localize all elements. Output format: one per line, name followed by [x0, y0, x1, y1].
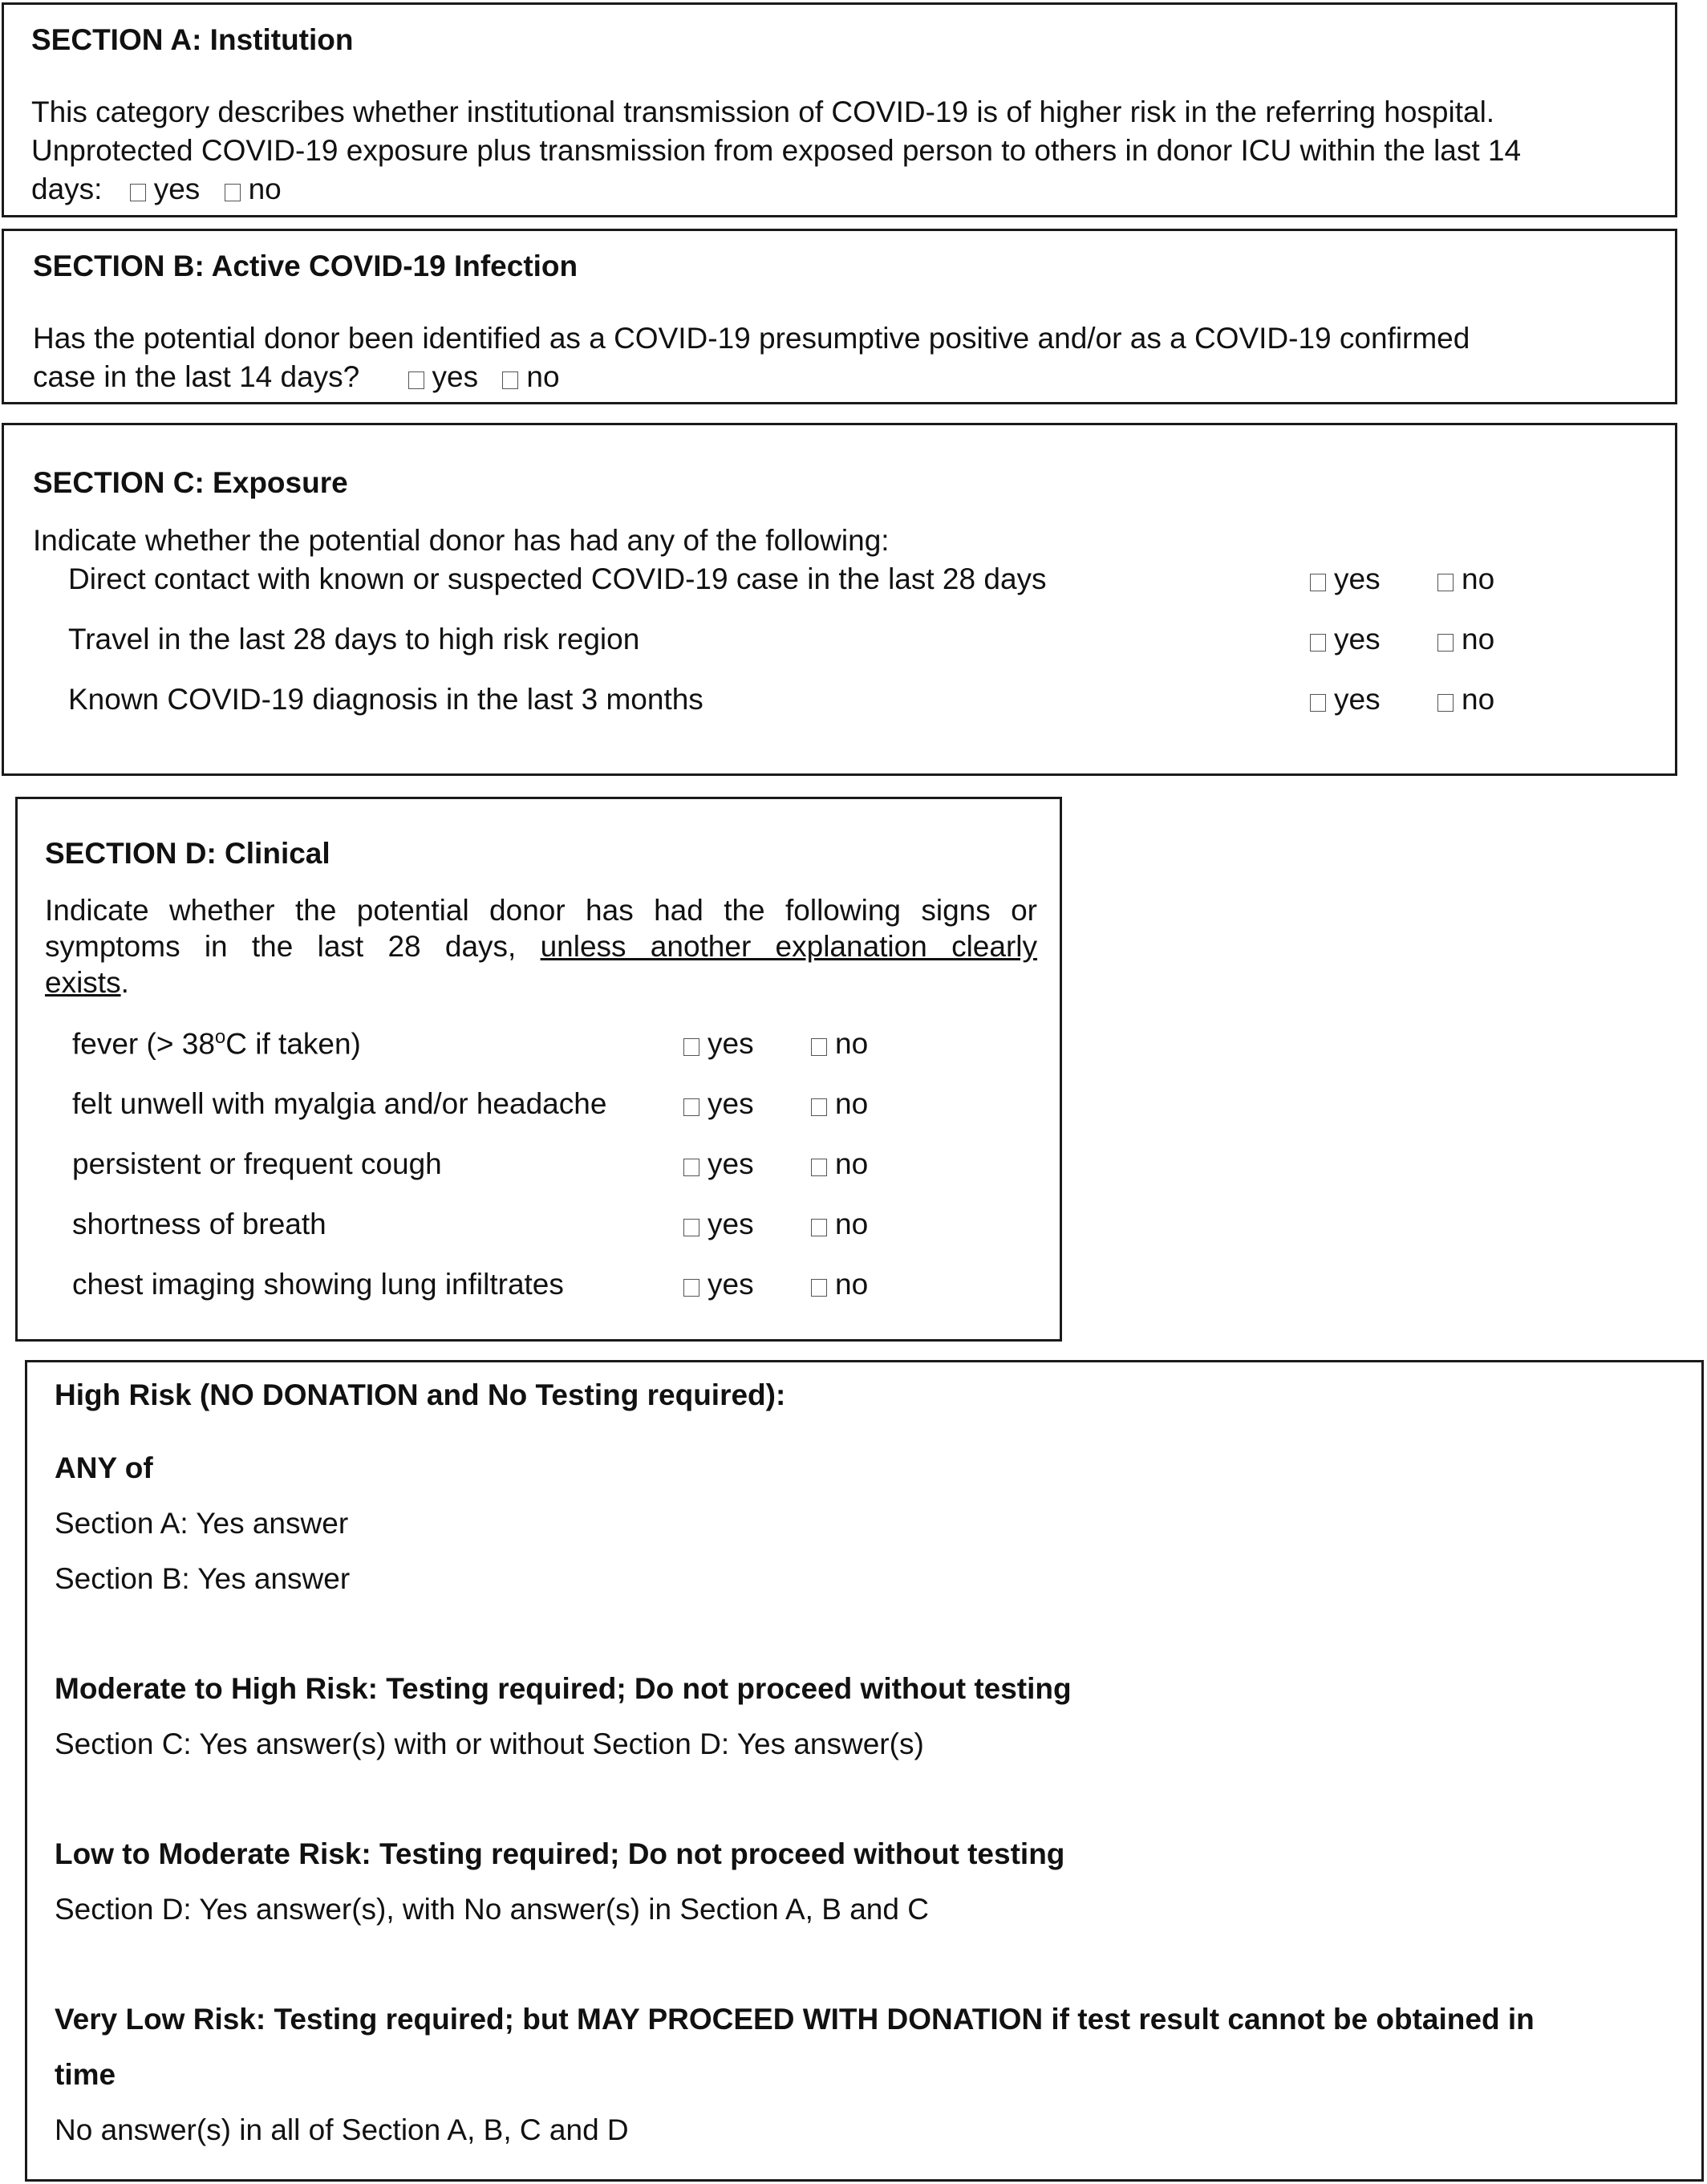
checkbox-icon[interactable] — [1310, 634, 1326, 652]
yes-label: yes — [708, 1208, 754, 1240]
section-d-fever-yes-option[interactable] — [683, 1025, 754, 1063]
section-d-item-no-option[interactable] — [811, 1265, 868, 1304]
degree-superscript: o — [214, 1026, 226, 1048]
section-d-item-label: persistent or frequent cough — [72, 1147, 442, 1180]
moderate-high-risk-title: Moderate to High Risk: Testing required; Do not proceed without testing — [55, 1672, 1072, 1705]
yes-label: yes — [708, 1027, 754, 1060]
checkbox-icon[interactable] — [502, 371, 518, 389]
section-d-intro-text: symptoms in the last 28 days, — [45, 930, 517, 963]
checkbox-icon[interactable] — [811, 1038, 827, 1056]
section-c-item-label: Direct contact with known or suspected COVID-19 case in the last 28 days — [68, 562, 1047, 595]
checkbox-icon[interactable] — [225, 184, 241, 201]
moderate-high-risk-text: Section C: Yes answer(s) with or without Section D: Yes answer(s) — [55, 1727, 924, 1760]
section-d-item-yes-option[interactable] — [683, 1265, 754, 1304]
section-d-box — [15, 797, 1062, 1342]
section-b-no-option[interactable] — [502, 358, 559, 396]
section-d-fever-label — [72, 1025, 361, 1063]
no-label: no — [835, 1087, 869, 1120]
checkbox-icon[interactable] — [683, 1219, 699, 1236]
section-d-item-label: felt unwell with myalgia and/or headache — [72, 1087, 607, 1120]
yes-label: yes — [432, 360, 479, 393]
no-label: no — [1462, 683, 1495, 716]
low-moderate-risk-title: Low to Moderate Risk: Testing required; Do not proceed without testing — [55, 1837, 1065, 1870]
section-a-no-option[interactable] — [225, 170, 282, 209]
section-b-yes-option[interactable] — [408, 358, 479, 396]
no-label: no — [248, 173, 282, 205]
high-risk-criterion-a: Section A: Yes answer — [55, 1507, 349, 1540]
checkbox-icon[interactable] — [1437, 694, 1454, 712]
section-a-box — [2, 2, 1677, 217]
no-label: no — [1462, 562, 1495, 595]
checkbox-icon[interactable] — [811, 1159, 827, 1176]
very-low-risk-title-line1: Very Low Risk: Testing required; but MAY PROCEED WITH DONATION if test result cannot be obtained in — [55, 2003, 1535, 2036]
checkbox-icon[interactable] — [1310, 574, 1326, 591]
section-b-question-end: case in the last 14 days? — [33, 360, 360, 393]
section-c-item-yes-option[interactable] — [1310, 680, 1381, 719]
risk-summary-box — [25, 1360, 1704, 2182]
section-c-item-yes-option[interactable] — [1310, 620, 1381, 659]
section-c-item-label: Known COVID-19 diagnosis in the last 3 months — [68, 683, 703, 716]
section-a-days-label: days: — [31, 173, 103, 205]
high-risk-title: High Risk (NO DONATION and No Testing required): — [55, 1378, 786, 1411]
checkbox-icon[interactable] — [1437, 574, 1454, 591]
section-b-title: SECTION B: Active COVID-19 Infection — [33, 250, 578, 282]
section-d-item-yes-option[interactable] — [683, 1145, 754, 1183]
yes-label: yes — [708, 1268, 754, 1301]
checkbox-icon[interactable] — [408, 371, 424, 389]
section-b-line2 — [33, 358, 560, 396]
section-d-item-label: chest imaging showing lung infiltrates — [72, 1268, 564, 1301]
section-d-item-no-option[interactable] — [811, 1085, 868, 1123]
no-label: no — [526, 360, 560, 393]
any-of-label: ANY of — [55, 1451, 153, 1484]
checkbox-icon[interactable] — [811, 1279, 827, 1297]
no-label: no — [835, 1147, 869, 1180]
section-a-yes-option[interactable] — [130, 170, 201, 209]
section-d-intro-line1: Indicate whether the potential donor has had the following signs or — [45, 894, 1037, 927]
checkbox-icon[interactable] — [130, 184, 146, 201]
section-c-box — [2, 423, 1677, 776]
section-d-fever-no-option[interactable] — [811, 1025, 868, 1063]
high-risk-criterion-b: Section B: Yes answer — [55, 1562, 351, 1595]
section-d-item-yes-option[interactable] — [683, 1205, 754, 1244]
yes-label: yes — [708, 1087, 754, 1120]
section-c-item-no-option[interactable] — [1437, 680, 1494, 719]
checkbox-icon[interactable] — [1437, 634, 1454, 652]
section-d-intro-underlined-end: exists — [45, 966, 121, 999]
checkbox-icon[interactable] — [683, 1098, 699, 1116]
checkbox-icon[interactable] — [1310, 694, 1326, 712]
section-d-item-label: shortness of breath — [72, 1208, 326, 1240]
section-d-title: SECTION D: Clinical — [45, 837, 330, 870]
fever-text-suffix: C if taken) — [225, 1027, 361, 1061]
section-d-intro-period: . — [120, 966, 129, 999]
section-c-item-no-option[interactable] — [1437, 620, 1494, 659]
fever-text: fever (> 38 — [72, 1027, 215, 1061]
section-a-line1: This category describes whether institutional transmission of COVID-19 is of higher risk in the referring hospital. — [31, 95, 1495, 128]
yes-label: yes — [153, 173, 201, 205]
section-b-line1: Has the potential donor been identified as a COVID-19 presumptive positive and/or as a COVID-19 confirmed — [33, 322, 1470, 355]
yes-label: yes — [1334, 683, 1381, 716]
section-d-item-no-option[interactable] — [811, 1145, 868, 1183]
section-c-item-no-option[interactable] — [1437, 560, 1494, 599]
checkbox-icon[interactable] — [683, 1279, 699, 1297]
section-c-intro: Indicate whether the potential donor has had any of the following: — [33, 524, 890, 557]
section-a-line2: Unprotected COVID-19 exposure plus transmission from exposed person to others in donor ICU within the last 14 — [31, 134, 1522, 167]
section-d-intro-line3 — [45, 964, 1037, 1001]
section-a-line3 — [31, 170, 282, 209]
section-b-box — [2, 229, 1677, 404]
section-c-item-yes-option[interactable] — [1310, 560, 1381, 599]
no-label: no — [835, 1208, 869, 1240]
low-moderate-risk-text: Section D: Yes answer(s), with No answer(s) in Section A, B and C — [55, 1893, 929, 1926]
checkbox-icon[interactable] — [683, 1038, 699, 1056]
section-d-item-no-option[interactable] — [811, 1205, 868, 1244]
yes-label: yes — [1334, 623, 1381, 656]
section-a-title: SECTION A: Institution — [31, 23, 354, 56]
very-low-risk-title-line2: time — [55, 2058, 116, 2091]
very-low-risk-text: No answer(s) in all of Section A, B, C and D — [55, 2113, 629, 2146]
no-label: no — [835, 1268, 869, 1301]
checkbox-icon[interactable] — [811, 1219, 827, 1236]
section-d-intro-underlined: unless another explanation clearly — [540, 930, 1037, 963]
checkbox-icon[interactable] — [811, 1098, 827, 1116]
yes-label: yes — [708, 1147, 754, 1180]
section-d-intro — [45, 892, 1037, 1001]
section-c-title: SECTION C: Exposure — [33, 466, 348, 499]
section-d-intro-line2 — [45, 928, 1037, 964]
no-label: no — [1462, 623, 1495, 656]
no-label: no — [835, 1027, 869, 1060]
section-d-item-yes-option[interactable] — [683, 1085, 754, 1123]
section-c-item-label: Travel in the last 28 days to high risk region — [68, 623, 640, 656]
checkbox-icon[interactable] — [683, 1159, 699, 1176]
yes-label: yes — [1334, 562, 1381, 595]
